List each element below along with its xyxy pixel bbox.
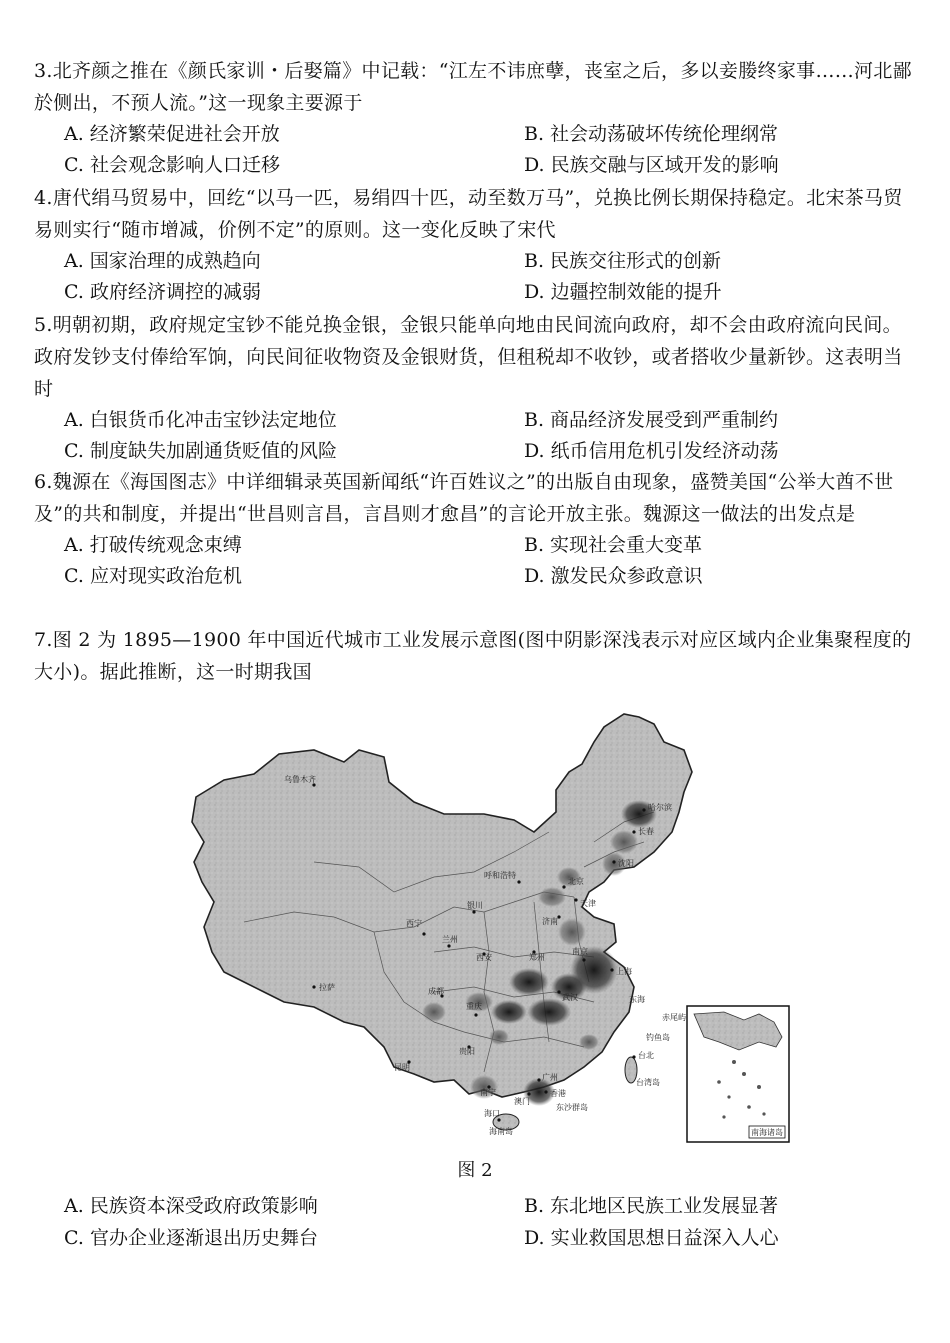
option-d[interactable]: D. 民族交融与区域开发的影响 <box>524 154 779 176</box>
city-label: 昆明 <box>394 1063 410 1072</box>
option-c[interactable]: C. 社会观念影响人口迁移 <box>64 154 280 176</box>
question-stem: 3.北齐颜之推在《颜氏家训・后娶篇》中记载：“江左不讳庶孽，丧室之后，多以妾媵终家事……河北鄙於侧出，不预人流。”这一现象主要源于 <box>34 60 912 114</box>
option-d[interactable]: D. 纸币信用危机引发经济动荡 <box>524 440 779 462</box>
question-5 <box>34 309 914 467</box>
option-d[interactable]: D. 实业救国思想日益深入人心 <box>524 1227 779 1249</box>
city-label: 武汉 <box>562 993 578 1002</box>
city-label: 银川 <box>467 901 483 910</box>
option-b[interactable]: B. 社会动荡破坏传统伦理纲常 <box>524 123 779 145</box>
china-map <box>184 702 794 1154</box>
options <box>64 405 914 467</box>
question-3 <box>34 55 914 181</box>
option-a[interactable]: A. 白银货币化冲击宝钞法定地位 <box>64 409 337 431</box>
country-outline <box>192 714 692 1097</box>
option-b[interactable]: B. 东北地区民族工业发展显著 <box>524 1195 779 1217</box>
city-label: 兰州 <box>442 935 458 944</box>
question-4 <box>34 182 914 308</box>
option-c[interactable]: C. 官办企业逐渐退出历史舞台 <box>64 1227 318 1249</box>
city-label: 沈阳 <box>618 859 634 868</box>
city-label: 香港 <box>550 1089 566 1098</box>
options <box>64 246 914 308</box>
city-label: 海口 <box>484 1109 500 1118</box>
geo-label: 台湾岛 <box>636 1078 660 1087</box>
question-7-options <box>64 1190 924 1254</box>
option-b[interactable]: B. 实现社会重大变革 <box>524 534 703 556</box>
question-stem: 7.图 2 为 1895—1900 年中国近代城市工业发展示意图(图中阴影深浅表示对应区域内企业集聚程度的大小)。据此推断，这一时期我国 <box>34 629 912 683</box>
geo-label: 钓鱼岛 <box>646 1033 670 1042</box>
option-b[interactable]: B. 商品经济发展受到严重制约 <box>524 409 779 431</box>
option-a[interactable]: A. 民族资本深受政府政策影响 <box>64 1195 318 1217</box>
city-label: 澳门 <box>514 1097 530 1106</box>
city-label: 乌鲁木齐 <box>284 775 316 784</box>
geo-label: 东海 <box>629 995 645 1004</box>
options <box>64 530 914 592</box>
city-label: 西宁 <box>406 919 422 928</box>
option-c[interactable]: C. 制度缺失加剧通货贬值的风险 <box>64 440 337 462</box>
figure-caption: 图 2 <box>457 1160 493 1181</box>
city-label: 南宁 <box>480 1088 496 1097</box>
city-label: 上海 <box>616 967 632 976</box>
options <box>64 119 914 181</box>
option-a[interactable]: A. 打破传统观念束缚 <box>64 534 242 556</box>
geo-label: 南海诸岛 <box>751 1128 783 1137</box>
city-label: 重庆 <box>466 1002 482 1011</box>
city-label: 呼和浩特 <box>484 871 516 880</box>
geo-label: 赤尾屿 <box>662 1013 686 1022</box>
city-label: 贵阳 <box>459 1047 475 1056</box>
city-label: 天津 <box>580 899 596 908</box>
city-label: 北京 <box>568 877 584 886</box>
option-c[interactable]: C. 应对现实政治危机 <box>64 565 242 587</box>
city-label: 台北 <box>638 1051 654 1060</box>
option-a[interactable]: A. 国家治理的成熟趋向 <box>64 250 261 272</box>
city-label: 哈尔滨 <box>648 803 672 812</box>
city-label: 长春 <box>638 827 654 836</box>
city-label: 拉萨 <box>319 983 335 992</box>
option-c[interactable]: C. 政府经济调控的减弱 <box>64 281 261 303</box>
question-6 <box>34 466 914 592</box>
geo-label: 海南岛 <box>489 1127 513 1136</box>
south-china-sea-inset <box>687 1006 789 1142</box>
question-7 <box>34 624 914 688</box>
city-label: 西安 <box>476 953 492 962</box>
geo-label: 东沙群岛 <box>556 1103 588 1112</box>
option-d[interactable]: D. 边疆控制效能的提升 <box>524 281 722 303</box>
city-label: 成都 <box>428 987 444 996</box>
industry-map-figure <box>184 702 794 1154</box>
city-label: 郑州 <box>529 953 545 962</box>
city-label: 济南 <box>542 917 558 926</box>
city-label: 南京 <box>572 947 588 956</box>
city-label: 广州 <box>542 1073 558 1082</box>
option-d[interactable]: D. 激发民众参政意识 <box>524 565 703 587</box>
question-stem: 4.唐代绢马贸易中，回纥“以马一匹，易绢四十匹，动至数万马”，兑换比例长期保持稳定。北宋茶马贸易则实行“随市增减，价例不定”的原则。这一变化反映了宋代 <box>34 187 903 241</box>
question-stem: 6.魏源在《海国图志》中详细辑录英国新闻纸“许百姓议之”的出版自由现象，盛赞美国“公举大酋不世及”的共和制度，并提出“世昌则言昌，言昌则才愈昌”的言论开放主张。魏源这一做法的出发点是 <box>34 471 894 525</box>
question-stem: 5.明朝初期，政府规定宝钞不能兑换金银，金银只能单向地由民间流向政府，却不会由政府流向民间。政府发钞支付俸给军饷，向民间征收物资及金银财货，但租税却不收钞，或者搭收少量新钞。这表明当时 <box>34 314 903 400</box>
option-b[interactable]: B. 民族交往形式的创新 <box>524 250 722 272</box>
option-a[interactable]: A. 经济繁荣促进社会开放 <box>64 123 280 145</box>
